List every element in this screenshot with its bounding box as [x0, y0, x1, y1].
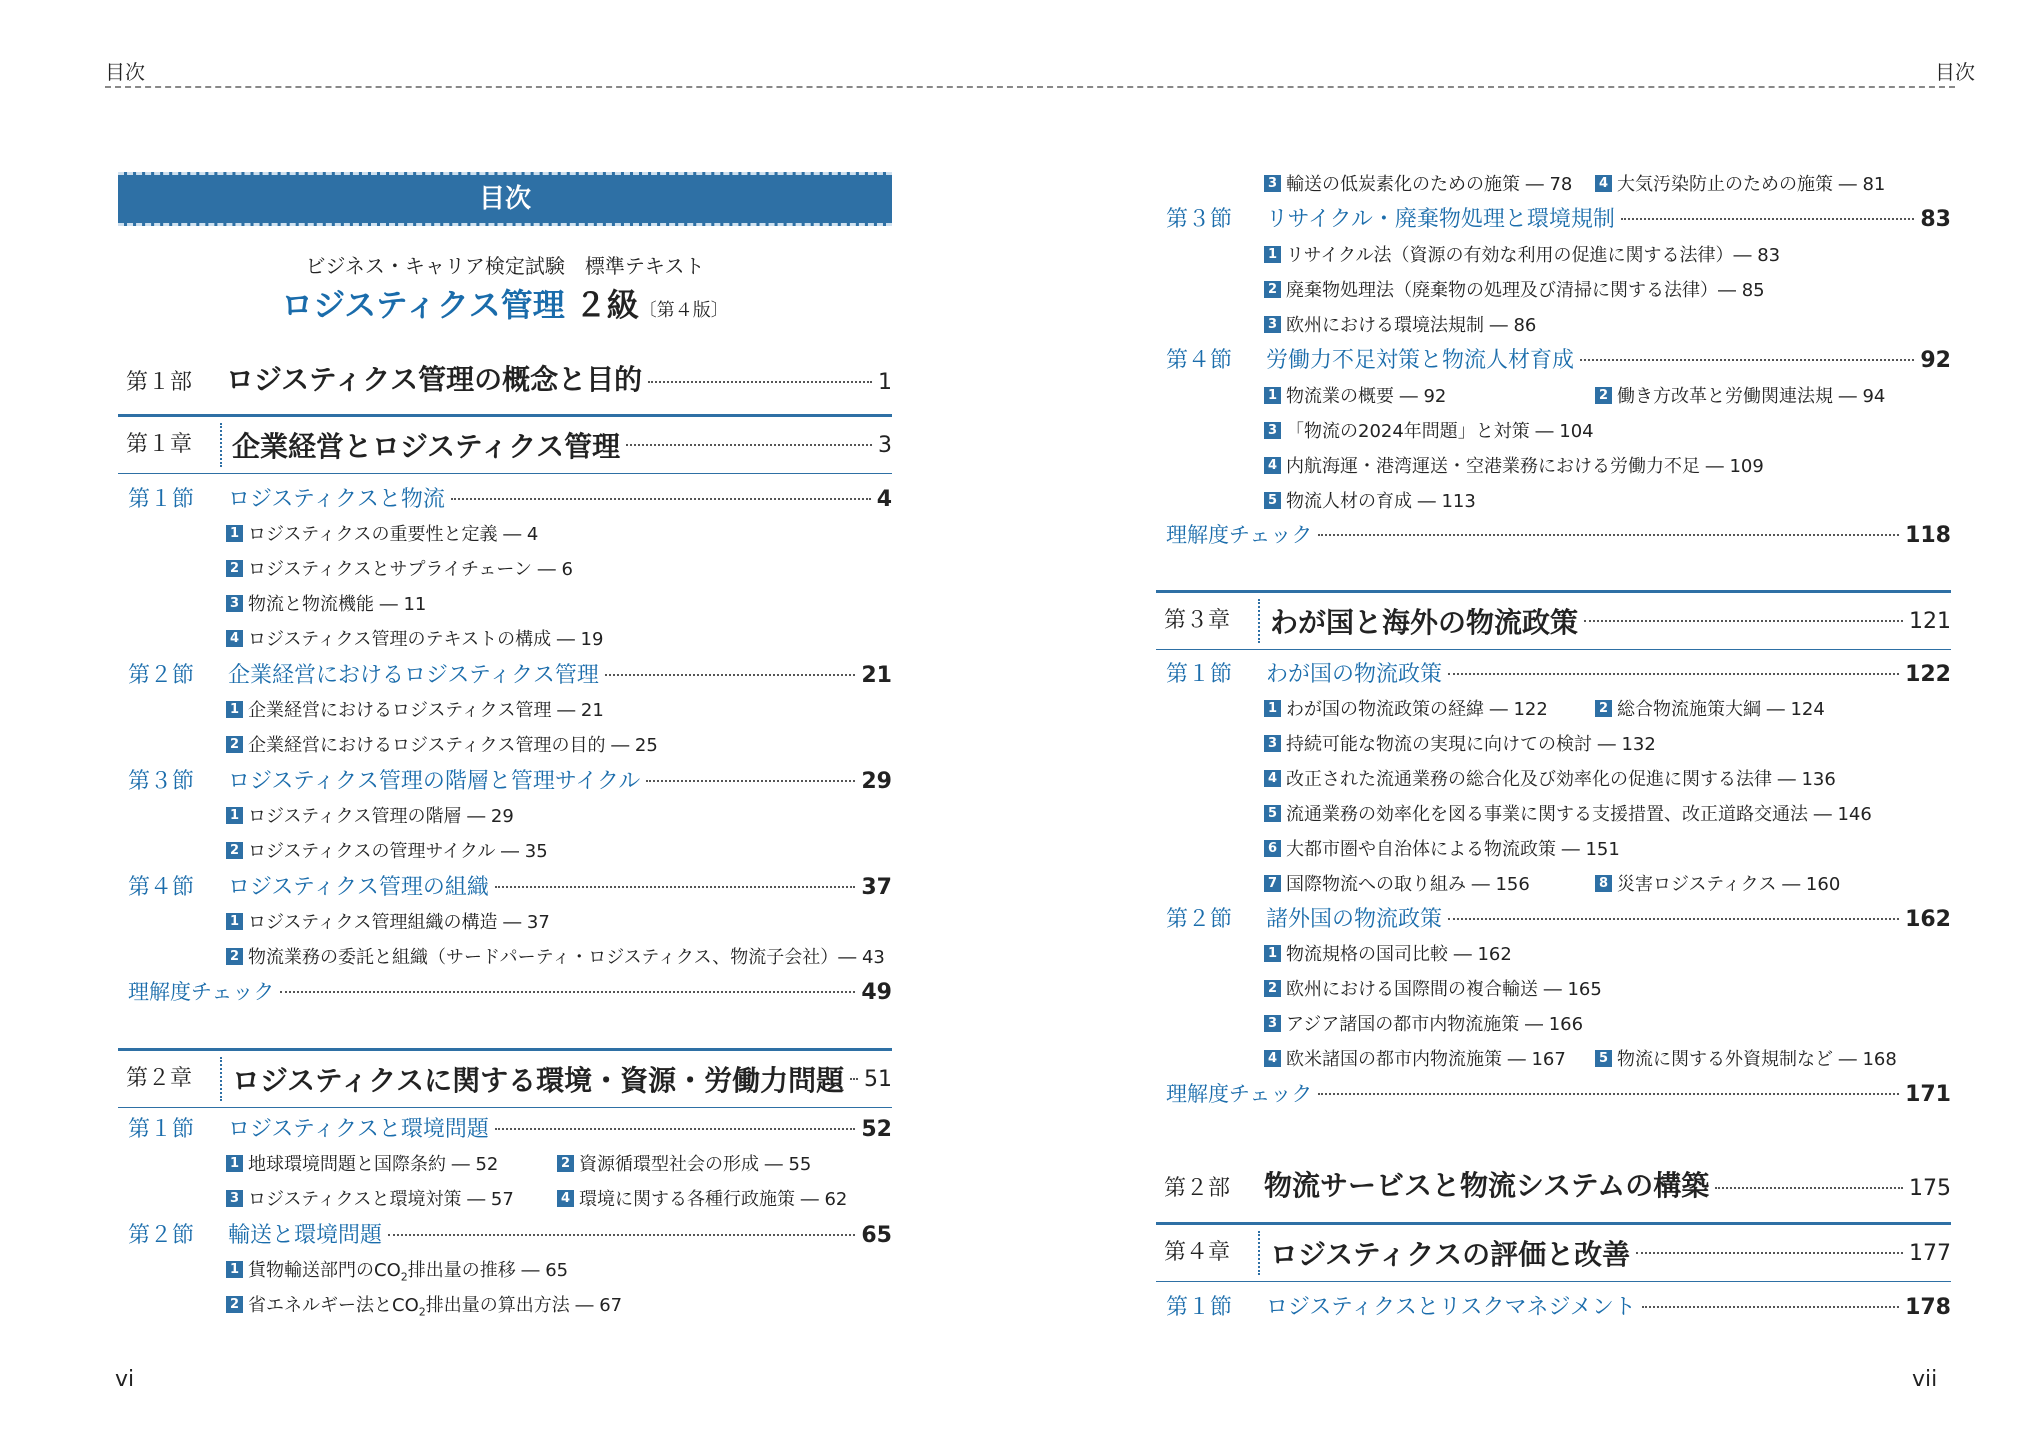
toc-check[interactable]: [1156, 1078, 1951, 1108]
leader-dots: [648, 381, 872, 383]
section-title: 企業経営におけるロジスティクス管理: [228, 663, 599, 688]
item-title: 大気汚染防止のための施策 ― 81: [1617, 174, 1886, 195]
toc-item[interactable]: [1264, 870, 1530, 896]
item-title: 総合物流施策大綱 ― 124: [1617, 699, 1825, 720]
toc-item[interactable]: [1264, 835, 1620, 861]
item-title: リサイクル法（資源の有効な利用の促進に関する法律）― 83: [1286, 245, 1781, 266]
item-title: 国際物流への取り組み ― 156: [1286, 874, 1530, 895]
item-title: ロジスティクスと環境対策 ― 57: [248, 1189, 514, 1210]
toc-item[interactable]: [226, 1291, 622, 1319]
leader-dots: [451, 498, 871, 500]
page-ref: 21: [861, 663, 892, 688]
item-title: 地球環境問題と国際条約 ― 52: [248, 1154, 499, 1175]
item-title: 「物流の2024年問題」と対策 ― 104: [1286, 421, 1594, 442]
toc-section[interactable]: [1156, 902, 1951, 933]
toc-item[interactable]: [1264, 695, 1548, 721]
chapter-title: ロジスティクスに関する環境・資源・労働力問題: [232, 1064, 845, 1097]
toc-banner: 目次: [118, 172, 892, 226]
leader-dots: [388, 1234, 855, 1236]
check-title: 理解度チェック: [128, 980, 275, 1004]
toc-item[interactable]: [1264, 487, 1476, 513]
leader-dots: [850, 1078, 858, 1080]
item-badge: 2: [226, 842, 243, 859]
toc-item[interactable]: [1595, 870, 1840, 896]
toc-item[interactable]: [1264, 452, 1764, 478]
item-badge: 3: [1264, 422, 1281, 439]
leader-dots: [1318, 534, 1899, 536]
section-number: 第１節: [1166, 1295, 1233, 1320]
toc-item[interactable]: [226, 1256, 568, 1284]
toc-item[interactable]: [1595, 695, 1825, 721]
toc-item[interactable]: [226, 943, 885, 969]
header-divider: [105, 86, 1955, 88]
item-badge: 4: [226, 630, 243, 647]
part-title: 物流サービスと物流システムの構築: [1264, 1169, 1710, 1202]
section-number: 第１節: [1166, 662, 1233, 687]
item-title: 物流業の概要 ― 92: [1286, 386, 1447, 407]
toc-part-2[interactable]: [1164, 1164, 1951, 1204]
item-title: ロジスティクス管理のテキストの構成 ― 19: [248, 629, 604, 650]
item-badge: 2: [226, 1296, 243, 1313]
part-number: 第１部: [126, 370, 193, 395]
right-page: [1020, 0, 2040, 1447]
toc-item[interactable]: [1264, 241, 1780, 267]
section-number: 第４節: [1166, 348, 1233, 373]
section-number: 第２節: [128, 663, 195, 688]
item-badge: 3: [1264, 175, 1281, 192]
leader-dots: [1318, 1093, 1899, 1095]
item-badge: 8: [1595, 875, 1612, 892]
page-ref: 175: [1909, 1176, 1951, 1201]
running-header-left: 目次: [105, 60, 145, 84]
book-title-edition: 〔第４版〕: [638, 300, 729, 321]
page-ref: 37: [861, 875, 892, 900]
section-title: リサイクル・廃棄物処理と環境規制: [1266, 207, 1615, 232]
book-title: [118, 280, 892, 326]
item-title: 欧州における環境法規制 ― 86: [1286, 315, 1537, 336]
toc-item[interactable]: [1264, 765, 1836, 791]
item-badge: 1: [226, 1155, 243, 1172]
toc-section[interactable]: [118, 870, 892, 901]
item-badge: 1: [226, 807, 243, 824]
leader-dots: [1621, 218, 1914, 220]
section-title: 諸外国の物流政策: [1266, 907, 1443, 932]
section-title: ロジスティクスとリスクマネジメント: [1266, 1295, 1636, 1320]
toc-item[interactable]: [1595, 1045, 1897, 1071]
section-number: 第１節: [128, 487, 195, 512]
series-subtitle: ビジネス・キャリア検定試験 標準テキスト: [305, 254, 705, 278]
toc-item[interactable]: [226, 1185, 514, 1211]
toc-item[interactable]: [226, 520, 538, 546]
item-title: 災害ロジスティクス ― 160: [1617, 874, 1841, 895]
page-ref: 83: [1920, 207, 1951, 232]
toc-item[interactable]: [557, 1150, 811, 1176]
toc-item[interactable]: [1264, 1010, 1583, 1036]
book-title-main: ロジスティクス管理: [281, 286, 565, 324]
page-ref: 178: [1905, 1295, 1951, 1320]
item-title: 欧米諸国の都市内物流施策 ― 167: [1286, 1049, 1566, 1070]
toc-section[interactable]: [118, 658, 892, 689]
toc-section[interactable]: [1156, 343, 1951, 374]
item-title: 物流規格の国司比較 ― 162: [1286, 944, 1512, 965]
item-title: ロジスティクスとサプライチェーン ― 6: [248, 559, 573, 580]
item-title: 改正された流通業務の総合化及び効率化の促進に関する法律 ― 136: [1286, 769, 1836, 790]
toc-part-1[interactable]: [126, 358, 892, 398]
chapter-title: わが国と海外の物流政策: [1270, 606, 1579, 639]
page-ref: 118: [1905, 523, 1951, 548]
toc-chapter-3[interactable]: [1156, 590, 1951, 650]
leader-dots: [495, 1128, 855, 1130]
toc-section[interactable]: [118, 764, 892, 795]
toc-item[interactable]: [226, 802, 514, 828]
section-title: ロジスティクス管理の階層と管理サイクル: [228, 769, 641, 794]
toc-item[interactable]: [226, 555, 573, 581]
toc-item[interactable]: [226, 590, 426, 616]
toc-item[interactable]: [1264, 940, 1512, 966]
page-ref: 162: [1905, 907, 1951, 932]
item-title: 省エネルギー法と$CO_2$排出量の算出方法 ― 67: [248, 1295, 623, 1319]
toc-item[interactable]: [1595, 382, 1885, 408]
toc-section[interactable]: [118, 1112, 892, 1143]
item-title: 内航海運・港湾運送・空港業務における労働力不足 ― 109: [1286, 456, 1764, 477]
toc-item[interactable]: [226, 625, 603, 651]
item-title: ロジスティクス管理の階層 ― 29: [248, 806, 514, 827]
item-badge: 2: [226, 560, 243, 577]
toc-item[interactable]: [1264, 170, 1572, 196]
item-title: 資源循環型社会の形成 ― 55: [579, 1154, 812, 1175]
leader-dots: [495, 886, 855, 888]
item-badge: 2: [557, 1155, 574, 1172]
item-badge: 2: [226, 736, 243, 753]
item-badge: 2: [226, 948, 243, 965]
leader-dots: [280, 991, 855, 993]
leader-dots: [1584, 620, 1903, 622]
item-badge: 1: [226, 701, 243, 718]
item-badge: 5: [1264, 805, 1281, 822]
section-number: 第２節: [1166, 907, 1233, 932]
page-number-right: vii: [1912, 1367, 1938, 1392]
section-title: ロジスティクスと環境問題: [228, 1117, 489, 1142]
item-badge: 3: [1264, 1015, 1281, 1032]
toc-item[interactable]: [226, 837, 548, 863]
section-number: 第４節: [128, 875, 195, 900]
toc-section[interactable]: [1156, 202, 1951, 233]
item-badge: 1: [226, 525, 243, 542]
item-title: アジア諸国の都市内物流施策 ― 166: [1286, 1014, 1584, 1035]
leader-dots: [1642, 1306, 1899, 1308]
toc-check[interactable]: [118, 976, 892, 1006]
page-ref: 4: [876, 487, 892, 512]
leader-dots: [1715, 1187, 1903, 1189]
page-number-left: vi: [115, 1367, 135, 1392]
item-title: 企業経営におけるロジスティクス管理 ― 21: [248, 700, 604, 721]
page-ref: 49: [861, 980, 892, 1005]
item-badge: 4: [1264, 1050, 1281, 1067]
item-title: 欧州における国際間の複合輸送 ― 165: [1286, 979, 1602, 1000]
toc-item[interactable]: [1264, 800, 1872, 826]
check-title: 理解度チェック: [1166, 1082, 1313, 1106]
item-badge: 6: [1264, 840, 1281, 857]
part-title: ロジスティクス管理の概念と目的: [226, 363, 643, 396]
toc-item[interactable]: [1264, 276, 1765, 302]
item-badge: 1: [1264, 246, 1281, 263]
item-title: ロジスティクスの重要性と定義 ― 4: [248, 524, 539, 545]
toc-item[interactable]: [1264, 417, 1594, 443]
toc-item[interactable]: [1264, 1045, 1566, 1071]
section-title: 労働力不足対策と物流人材育成: [1266, 348, 1575, 373]
item-badge: 7: [1264, 875, 1281, 892]
toc-item[interactable]: [226, 1150, 498, 1176]
item-title: 流通業務の効率化を図る事業に関する支援措置、改正道路交通法 ― 146: [1286, 804, 1872, 825]
toc-item[interactable]: [226, 908, 550, 934]
page-ref: 52: [861, 1117, 892, 1142]
chapter-number: 第４章: [1156, 1231, 1260, 1275]
item-badge: 5: [1595, 1050, 1612, 1067]
item-title: わが国の物流政策の経緯 ― 122: [1286, 699, 1548, 720]
item-title: 環境に関する各種行政施策 ― 62: [579, 1189, 848, 1210]
toc-item[interactable]: [1264, 382, 1446, 408]
leader-dots: [626, 444, 872, 446]
section-number: 第３節: [1166, 207, 1233, 232]
section-number: 第１節: [128, 1117, 195, 1142]
item-title: 物流と物流機能 ― 11: [248, 594, 427, 615]
leader-dots: [1636, 1252, 1903, 1254]
page-ref: 92: [1920, 348, 1951, 373]
item-title: 廃棄物処理法（廃棄物の処理及び清掃に関する法律）― 85: [1286, 280, 1765, 301]
item-title: 大都市圏や自治体による物流政策 ― 151: [1286, 839, 1620, 860]
part-number: 第２部: [1164, 1176, 1231, 1201]
page-ref: 122: [1905, 662, 1951, 687]
item-title: 物流業務の委託と組織（サードパーティ・ロジスティクス、物流子会社）― 43: [248, 947, 885, 968]
item-title: 働き方改革と労働関連法規 ― 94: [1617, 386, 1886, 407]
page-ref: 1: [878, 370, 892, 395]
section-title: わが国の物流政策: [1266, 662, 1443, 687]
item-badge: 4: [1264, 457, 1281, 474]
item-badge: 1: [226, 913, 243, 930]
section-number: 第３節: [128, 769, 195, 794]
toc-section[interactable]: [118, 1218, 892, 1249]
item-badge: 4: [1264, 770, 1281, 787]
page-ref: 121: [1909, 608, 1951, 634]
item-badge: 2: [1264, 980, 1281, 997]
page-ref: 51: [864, 1066, 892, 1092]
item-badge: 4: [557, 1190, 574, 1207]
toc-item[interactable]: [1264, 730, 1656, 756]
item-badge: 3: [226, 1190, 243, 1207]
item-badge: 1: [1264, 945, 1281, 962]
leader-dots: [1448, 918, 1899, 920]
leader-dots: [1580, 359, 1914, 361]
item-badge: 5: [1264, 492, 1281, 509]
item-badge: 2: [1595, 700, 1612, 717]
chapter-number: 第２章: [118, 1057, 222, 1101]
item-title: ロジスティクスの管理サイクル ― 35: [248, 841, 548, 862]
toc-section[interactable]: [118, 482, 892, 513]
item-title: ロジスティクス管理組織の構造 ― 37: [248, 912, 550, 933]
item-title: 輸送の低炭素化のための施策 ― 78: [1286, 174, 1573, 195]
chapter-title: ロジスティクスの評価と改善: [1270, 1238, 1631, 1271]
toc-item[interactable]: [226, 696, 604, 722]
item-badge: 1: [1264, 700, 1281, 717]
item-badge: 3: [1264, 316, 1281, 333]
toc-section[interactable]: [1156, 657, 1951, 688]
page-ref: 177: [1909, 1240, 1951, 1266]
section-number: 第２節: [128, 1223, 195, 1248]
toc-item[interactable]: [226, 731, 658, 757]
item-badge: 4: [1595, 175, 1612, 192]
page-ref: 29: [861, 769, 892, 794]
item-badge: 3: [226, 595, 243, 612]
page-ref: 171: [1905, 1082, 1951, 1107]
running-header-right: 目次: [1935, 60, 1975, 84]
item-title: 持続可能な物流の実現に向けての検討 ― 132: [1286, 734, 1656, 755]
leader-dots: [646, 780, 855, 782]
chapter-title: 企業経営とロジスティクス管理: [232, 430, 621, 463]
page-ref: 3: [878, 432, 892, 458]
item-badge: 2: [1264, 281, 1281, 298]
item-badge: 3: [1264, 735, 1281, 752]
item-badge: 1: [1264, 387, 1281, 404]
item-title: 物流人材の育成 ― 113: [1286, 491, 1476, 512]
item-title: 物流に関する外資規制など ― 168: [1617, 1049, 1897, 1070]
toc-chapter-2[interactable]: [118, 1048, 892, 1108]
chapter-number: 第３章: [1156, 599, 1260, 643]
leader-dots: [605, 674, 855, 676]
toc-chapter-1[interactable]: [118, 414, 892, 474]
toc-item[interactable]: [1264, 311, 1536, 337]
toc-item[interactable]: [1264, 975, 1602, 1001]
chapter-number: 第１章: [118, 423, 222, 467]
item-badge: 1: [226, 1261, 243, 1278]
section-title: 輸送と環境問題: [228, 1223, 383, 1248]
toc-chapter-4[interactable]: [1156, 1222, 1951, 1282]
item-title: 企業経営におけるロジスティクス管理の目的 ― 25: [248, 735, 658, 756]
toc-item[interactable]: [1595, 170, 1885, 196]
leader-dots: [1448, 673, 1899, 675]
toc-section[interactable]: [1156, 1290, 1951, 1321]
check-title: 理解度チェック: [1166, 523, 1313, 547]
book-title-grade: ２級: [574, 286, 639, 324]
item-title: 貨物輸送部門の$CO_2$排出量の推移 ― 65: [248, 1260, 569, 1284]
section-title: ロジスティクスと物流: [228, 487, 445, 512]
toc-item[interactable]: [557, 1185, 847, 1211]
page-ref: 65: [861, 1223, 892, 1248]
item-badge: 2: [1595, 387, 1612, 404]
toc-check[interactable]: [1156, 519, 1951, 549]
section-title: ロジスティクス管理の組織: [228, 875, 489, 900]
